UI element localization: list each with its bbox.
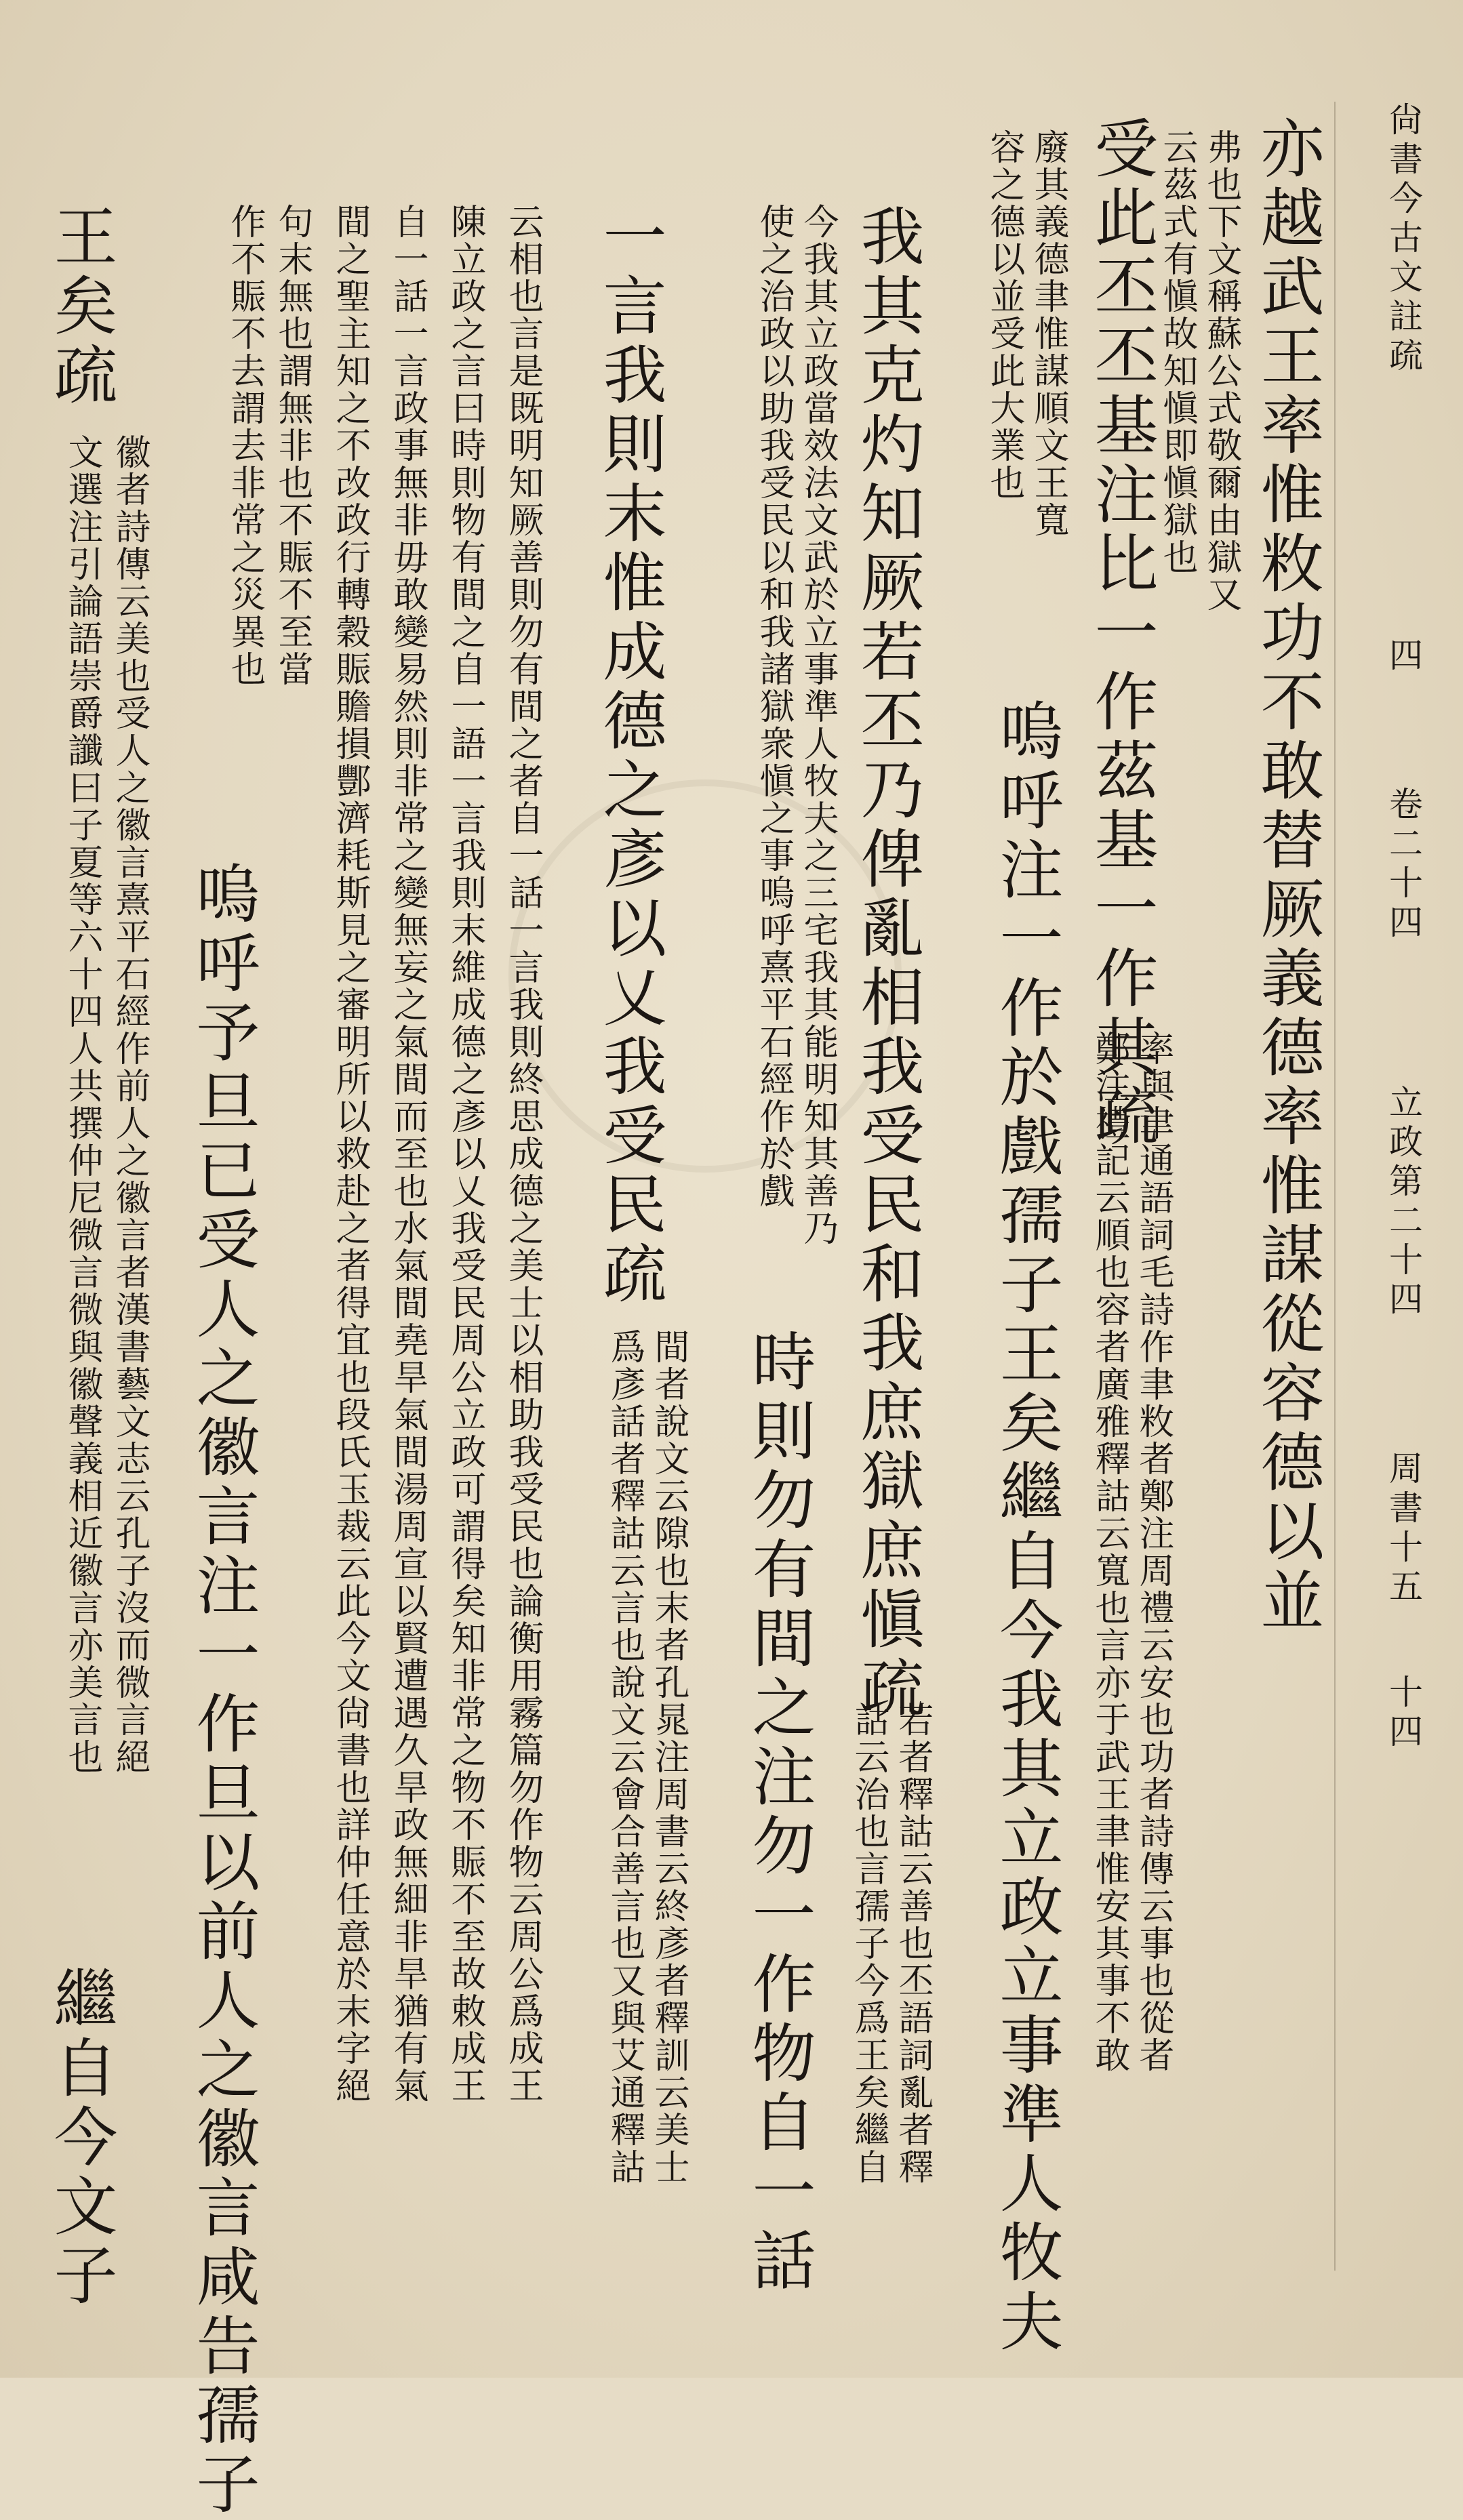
commentary-column: 率與聿通語詞毛詩作聿敉者鄭注周禮云安也功者詩傳云事也從者 (1133, 1030, 1174, 2074)
commentary-column: 陳立政之言曰時則物有間之自一語一言我則末維成德之彥以乂我受民周公立政可謂得矣知非常之物不賑不至故敕成王 (445, 203, 485, 2105)
main-text-column: 我其克灼知厥若丕乃俾亂相我受民和我庶獄庶愼疏 (849, 203, 923, 1724)
main-text-column: 受此丕丕基注比一作茲基一作其疏 (1083, 115, 1157, 1152)
main-text-column: 亦越武王率惟敉功不敢替厥義德率惟謀從容德以並 (1249, 115, 1323, 1636)
commentary-column: 間者說文云隙也末者孔晁注周書云終彥者釋訓云美士 (648, 1328, 689, 2186)
part-label: 周書十五 (1384, 1450, 1423, 1608)
commentary-column: 爲彥話者釋詁云言也說文云會合善言也又與艾通釋詁 (604, 1328, 645, 2186)
commentary-column: 容之德以並受此大業也 (984, 129, 1024, 502)
main-text-column: 嗚呼予旦已受人之徽言注一作旦以前人之徽言咸告孺子 (185, 861, 259, 2520)
commentary-column: 若者釋詁云善也丕語詞亂者釋 (892, 1701, 933, 2186)
commentary-column: 句末無也謂無非也不賑不至當 (272, 203, 313, 688)
commentary-column: 鄭注禮記云順也容者廣雅釋詁云寬也言亦于武王聿惟安其事不敢 (1089, 1030, 1129, 2074)
commentary-column: 作不賑不去謂去非常之災異也 (224, 203, 265, 688)
main-text-column: 嗚呼注一作於戲孺子王矣繼自今我其立政立事準人牧夫 (988, 698, 1062, 2357)
commentary-column: 自一話一言政事無非毋敢變易然則非常之變無妄之氣間而至也水氣間堯旱氣間湯周宣以賢遭遇久旱政無細非旱猶有氣 (387, 203, 428, 2105)
commentary-column: 云相也言是既明知厥善則勿有間之者自一話一言我則終思成德之美士以相助我受民也論衡用霧篇勿作物云周公爲成王 (502, 203, 543, 2105)
main-text-column: 一言我則末惟成德之彥以乂我受民疏 (592, 203, 666, 1309)
commentary-column: 云茲式有愼故知愼即愼獄也 (1157, 129, 1197, 576)
commentary-column: 廢其義德聿惟謀順文王寬 (1028, 129, 1068, 539)
commentary-column: 文選注引論語崇爵讖曰子夏等六十四人共撰仲尼微言微與徽聲義相近徽言亦美言也 (62, 434, 102, 1776)
header-rule (1334, 102, 1336, 2271)
book-title: 尙書今古文註疏 (1384, 102, 1423, 377)
main-text-column: 王矣疏 (43, 203, 117, 411)
commentary-column: 間之聖主知之不改政行轉穀賑贍損酆濟耗斯見之審明所以救赴之者得宜也段氏玉裁云此今文尙書也詳仲任意於末字絕 (329, 203, 370, 2105)
commentary-column: 使之治政以助我受民以和我諸獄衆愼之事嗚呼熹平石經作於戲 (753, 203, 794, 1210)
page-number: 十四 (1384, 1674, 1423, 1753)
chapter-label: 卷二十四 (1384, 786, 1423, 943)
commentary-column: 詁云治也言孺子今爲王矣繼自 (848, 1701, 889, 2186)
commentary-column: 徽者詩傳云美也受人之徽言熹平石經作前人之徽言者漢書藝文志云孔子沒而微言絕 (109, 434, 150, 1776)
main-text-column: 繼自今文子 (43, 1966, 117, 2311)
commentary-column: 弗也下文稱蘇公式敬爾由獄又 (1201, 129, 1241, 613)
section-label: 立政第二十四 (1384, 1084, 1423, 1320)
volume-number: 四 (1384, 637, 1423, 676)
library-seal-watermark (508, 779, 902, 1173)
commentary-column: 今我其立政當效法文武於立事準人牧夫之三宅我其能明知其善乃 (797, 203, 838, 1247)
main-text-column: 時則勿有間之注勿一作物自一話 (741, 1328, 815, 2296)
